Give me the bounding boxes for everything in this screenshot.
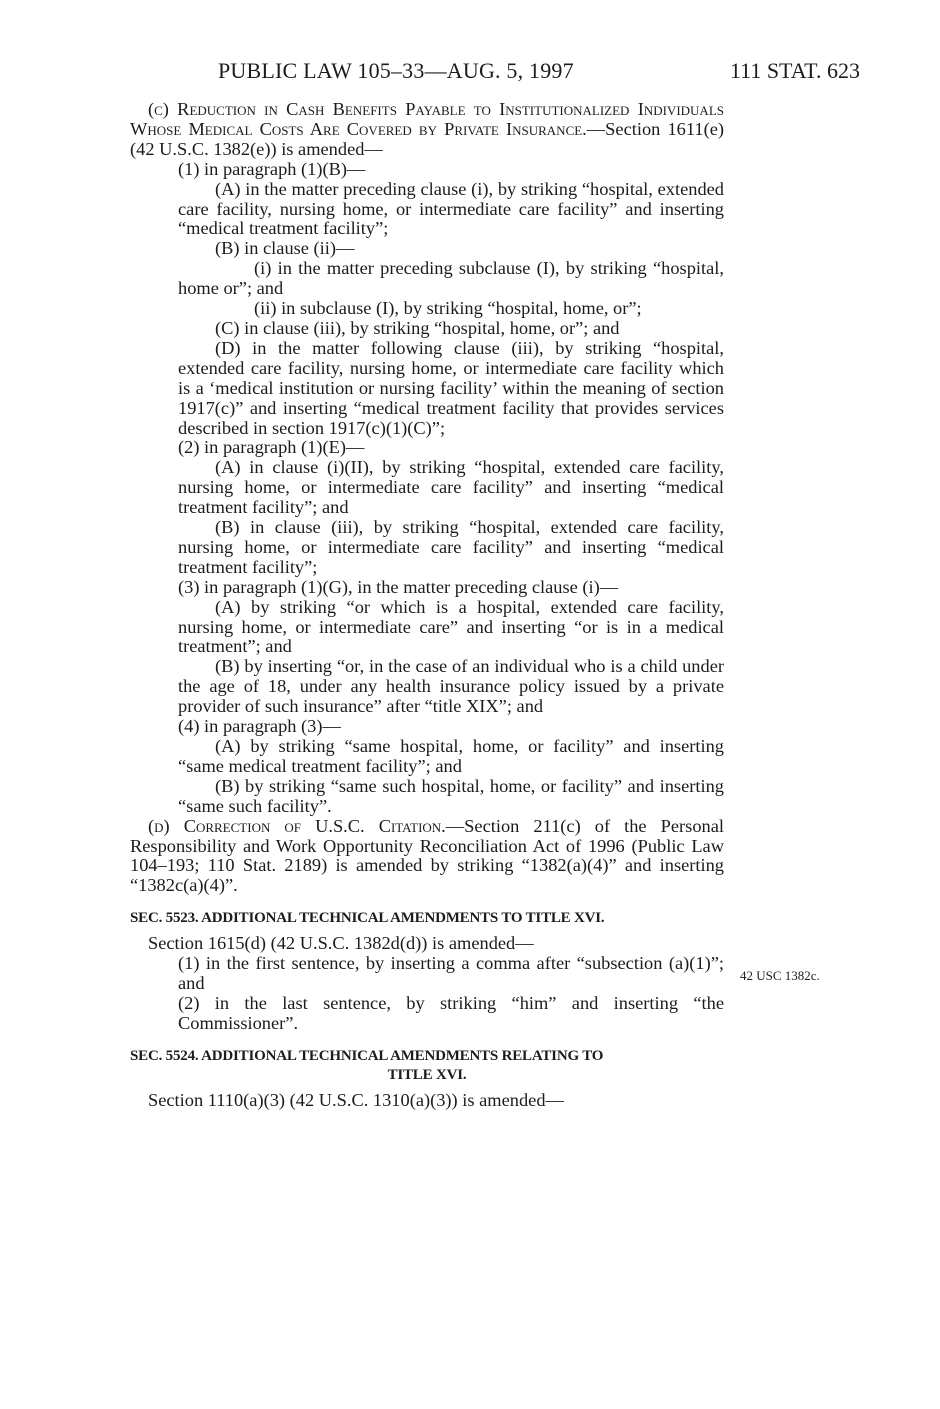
paragraph [130,339,724,439]
paragraph [130,100,724,160]
page-header [190,58,860,90]
paragraph-text: (1) in the first sentence, by inserting a comma after “subsection (a)(1)”; and [178,953,724,994]
paragraph-text: (B) in clause (iii), by striking “hospital, extended care facility, nursing home, or intermediate care facility” and inserting “medical treatment facility”; [178,517,724,577]
margin-note-usc: 42 USC 1382c. [740,968,820,983]
paragraph-text: (3) in paragraph (1)(G), in the matter preceding clause (i)— [178,576,619,597]
paragraph-text: (A) in the matter preceding clause (i), by striking “hospital, extended care facility, nursing home, or intermediate care facility” and inserting “medical treatment facility”; [178,178,724,239]
paragraph-text: (i) in the matter preceding subclause (I), by striking “hospital, home or”; and [178,258,724,299]
subsection-c-d [130,100,724,896]
paragraph [130,994,724,1034]
paragraph [130,239,724,259]
paragraph-text: Section 1615(d) (42 U.S.C. 1382d(d)) is amended— [148,933,534,954]
paragraph-text: Section 1110(a)(3) (42 U.S.C. 1310(a)(3)) is amended— [148,1089,564,1110]
paragraph [130,717,724,737]
paragraph-text: —Section 211(c) of the Personal Responsibility and Work Opportunity Reconciliation Act of 1996 (Public Law 104–193; 110 Stat. 2189) is amended by striking “1382(a)(4)” and inserting “1382c(a)(4)”. [130,815,724,896]
paragraph [130,817,724,897]
section-5524-heading [130,1047,724,1085]
document-body [130,100,724,1111]
paragraph-text: (ii) in subclause (I), by striking “hospital, home, or”; [254,298,642,319]
paragraph [130,299,724,319]
paragraph [130,954,724,994]
paragraph [130,657,724,717]
paragraph-text: (2) in the last sentence, by striking “him” and inserting “the Commissioner”. [178,992,724,1033]
statute-page-number: 111 STAT. 623 [729,58,860,83]
paragraph [130,180,724,240]
section-5523-body [130,934,724,1034]
paragraph-text: —Section 1611(e) (42 U.S.C. 1382(e)) is amended— [130,118,724,159]
section-5523-heading: SEC. 5523. ADDITIONAL TECHNICAL AMENDMENTS TO TITLE XVI. [130,910,605,927]
public-law-citation: PUBLIC LAW 105–33—AUG. 5, 1997 [218,58,574,83]
paragraph [130,438,724,458]
paragraph [130,737,724,777]
paragraph-text: (A) by striking “or which is a hospital, extended care facility, nursing home, or intermediate care” and inserting “or is in a medical treatment”; and [178,596,724,657]
paragraph [130,777,724,817]
paragraph-text: (C) in clause (iii), by striking “hospital, home, or”; and [215,317,620,338]
paragraph [130,458,724,518]
subsection-caption: (d) Correction of U.S.C. Citation. [148,815,446,836]
section-5524-heading-line2: TITLE XVI. [387,1066,467,1083]
paragraph-text: (D) in the matter following clause (iii), by striking “hospital, extended care facility, nursing home, or intermediate care facility which is a ‘medical institution or nursing facility’ within the meaning of section 1917(c)” and inserting “medical treatment facility that provides services described in section 1917(c)(1)(C)”; [178,337,724,438]
subsection-caption: (c) Reduction in Cash Benefits Payable to Institutionalized Individuals Whose Medical Costs Are Covered by Private Insurance. [130,99,724,139]
paragraph-text: (2) in paragraph (1)(E)— [178,437,365,458]
paragraph-text: (1) in paragraph (1)(B)— [178,158,366,179]
paragraph-text: (4) in paragraph (3)— [178,716,341,737]
paragraph-text: (A) in clause (i)(II), by striking “hospital, extended care facility, nursing home, or intermediate care facility” and inserting “medical treatment facility”; and [178,457,724,518]
paragraph [130,934,724,954]
section-5524-heading-line1: SEC. 5524. ADDITIONAL TECHNICAL AMENDMENTS RELATING TO [130,1047,604,1064]
paragraph [130,160,724,180]
paragraph [130,578,724,598]
paragraph-text: (B) by striking “same such hospital, home, or facility” and inserting “same such facility”. [178,775,724,816]
paragraph-text: (B) in clause (ii)— [215,238,355,259]
paragraph [130,1091,724,1111]
paragraph [130,598,724,658]
paragraph [130,319,724,339]
paragraph-text: (A) by striking “same hospital, home, or facility” and inserting “same medical treatment facility”; and [178,736,724,776]
paragraph [130,259,724,299]
paragraph [130,518,724,578]
paragraph-text: (B) by inserting “or, in the case of an individual who is a child under the age of 18, under any health insurance policy issued by a private provider of such insurance” after “title XIX”; and [178,656,724,717]
section-5524-body [130,1091,724,1111]
